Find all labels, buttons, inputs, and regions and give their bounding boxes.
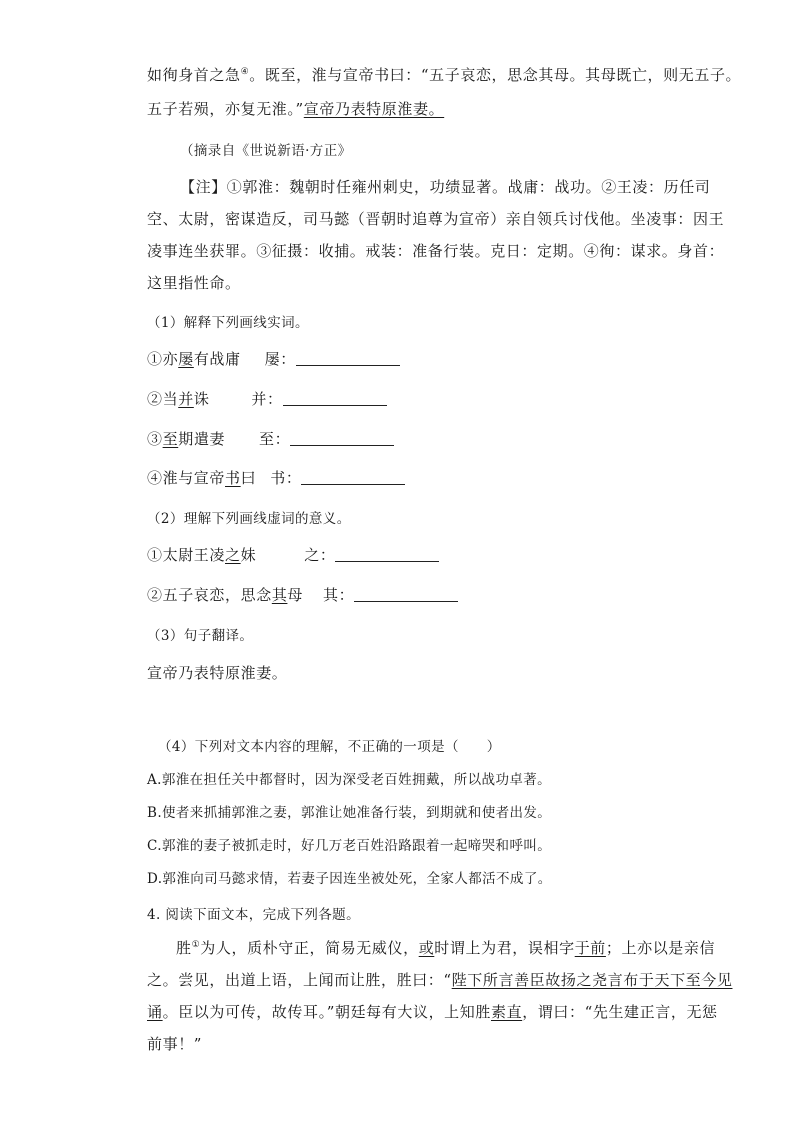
answer-blank[interactable] — [335, 560, 439, 562]
question-2-item: ②五子哀恋，思念其母 其： — [147, 584, 458, 605]
answer-blank[interactable] — [354, 600, 458, 602]
question-2-item: ①太尉王凌之妹 之： — [147, 544, 439, 565]
option-c[interactable]: C.郭淮的妻子被抓走时，好几万老百姓沿路跟着一起啼哭和呼叫。 — [147, 838, 552, 854]
passage-line: 之。尝见，出道上语，上闻而让胜，胜曰：“陛下所言善臣故扬之尧言布于天下至今见 — [147, 971, 733, 989]
note-line: 这里指性命。 — [147, 274, 241, 292]
question-1-item: ②当并诛 并： — [147, 388, 387, 409]
option-b[interactable]: B.使者来抓捕郭淮之妻，郭淮让她准备行装，到期就和使者出发。 — [147, 805, 552, 821]
passage-line: 诵。臣以为可传，故传耳。”朝廷每有大议，上知胜素直，谓曰：“先生建正言，无惩 — [147, 1003, 718, 1021]
passage-line: 五子若殒，亦复无淮。”宣帝乃表特原淮妻。 — [147, 100, 445, 118]
note-line: 凌事连坐获罪。③征摄：收捕。戒装：准备行装。克日：定期。④徇：谋求。身首： — [147, 242, 725, 260]
note-line: 空、太尉，密谋造反，司马懿（晋朝时追尊为宣帝）亲自领兵讨伐他。坐凌事：因王 — [147, 210, 725, 228]
answer-blank[interactable] — [290, 444, 394, 446]
question-2-title: （2）理解下列画线虚词的意义。 — [147, 511, 351, 527]
source-citation: （摘录自《世说新语·方正》 — [180, 143, 352, 159]
passage-line: 前事！” — [147, 1035, 203, 1053]
note-line: 【注】①郭淮：魏朝时任雍州刺史，功绩显著。战庸：战功。②王凌：历任司 — [180, 178, 711, 196]
passage-line: 如徇身首之急④。既至，淮与宣帝书曰：“五子哀恋，思念其母。其母既亡，则无五子。 — [147, 66, 742, 84]
option-d[interactable]: D.郭淮向司马懿求情，若妻子因连坐被处死，全家人都活不成了。 — [147, 871, 552, 887]
question-1-item: ①亦屡有战庸 屡： — [147, 348, 400, 369]
passage-line: 胜①为人，质朴守正，简易无威仪，或时谓上为君，误相字于前；上亦以是亲信 — [176, 939, 716, 957]
answer-blank[interactable] — [301, 483, 405, 485]
question-3-sentence: 宣帝乃表特原淮妻。 — [147, 664, 288, 682]
question-4-title: （4）下列对文本内容的理解，不正确的一项是（ ） — [158, 739, 501, 755]
answer-blank[interactable] — [283, 404, 387, 406]
question-3-title: （3）句子翻译。 — [147, 628, 254, 644]
question-1-item: ④淮与宣帝书曰 书： — [147, 467, 405, 488]
option-a[interactable]: A.郭淮在担任关中都督时，因为深受老百姓拥戴，所以战功卓著。 — [147, 772, 552, 788]
question-1-title: （1）解释下列画线实词。 — [147, 315, 309, 331]
answer-blank[interactable] — [296, 364, 400, 366]
section-4-title: 4. 阅读下面文本，完成下列各题。 — [147, 907, 360, 923]
question-1-item: ③至期遣妻 至： — [147, 428, 394, 449]
